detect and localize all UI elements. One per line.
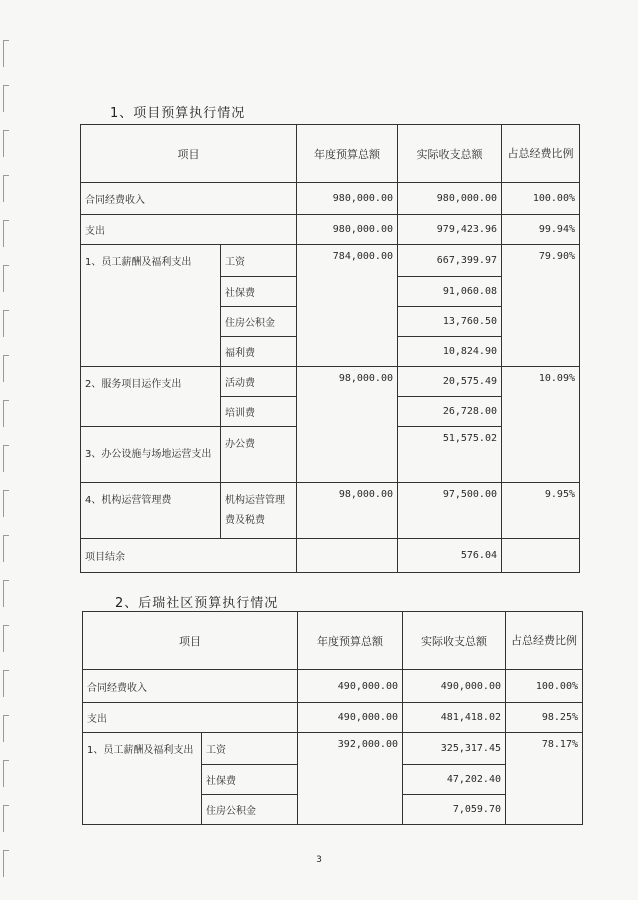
income-label: 合同经费收入 bbox=[81, 183, 297, 215]
header-ratio: 占总经费比例 bbox=[506, 612, 583, 670]
income-budget: 980,000.00 bbox=[297, 183, 398, 215]
binding-mark bbox=[3, 85, 9, 112]
income-budget: 490,000.00 bbox=[298, 670, 403, 703]
group1-item-label: 工资 bbox=[221, 245, 297, 277]
section2-title: 2、后瑞社区预算执行情况 bbox=[115, 596, 279, 611]
income-ratio: 100.00% bbox=[502, 183, 580, 215]
group1-ratio: 79.90% bbox=[502, 245, 580, 367]
binding-mark bbox=[3, 355, 9, 382]
header-budget: 年度预算总额 bbox=[297, 125, 398, 183]
group2-ratio: 10.09% bbox=[502, 367, 580, 483]
group1-label: 1、员工薪酬及福利支出 bbox=[83, 733, 202, 825]
group1-item-actual: 91,060.08 bbox=[398, 277, 502, 307]
header-actual: 实际收支总额 bbox=[403, 612, 506, 670]
group1-item-actual: 47,202.40 bbox=[403, 765, 506, 795]
group1-item-label: 社保费 bbox=[202, 765, 298, 795]
income-label: 合同经费收入 bbox=[83, 670, 298, 703]
table-header-row bbox=[83, 612, 583, 670]
balance-label: 项目结余 bbox=[81, 539, 297, 573]
group1-item-label: 住房公积金 bbox=[202, 795, 298, 825]
table-row bbox=[81, 245, 580, 277]
group3-item-actual: 51,575.02 bbox=[398, 427, 502, 483]
binding-mark bbox=[3, 130, 9, 157]
group1-ratio: 78.17% bbox=[506, 733, 583, 825]
binding-margin-marks bbox=[0, 0, 14, 900]
group1-item-actual: 667,399.97 bbox=[398, 245, 502, 277]
header-budget: 年度预算总额 bbox=[298, 612, 403, 670]
group1-item-actual: 10,824.90 bbox=[398, 337, 502, 367]
group3-label: 3、办公设施与场地运营支出 bbox=[81, 427, 221, 483]
binding-mark bbox=[3, 580, 9, 607]
group4-item-actual: 97,500.00 bbox=[398, 483, 502, 539]
group1-item-actual: 13,760.50 bbox=[398, 307, 502, 337]
group2-item-label: 培训费 bbox=[221, 397, 297, 427]
income-ratio: 100.00% bbox=[506, 670, 583, 703]
section1-budget-table bbox=[80, 124, 580, 573]
binding-mark bbox=[3, 490, 9, 517]
binding-mark bbox=[3, 535, 9, 562]
binding-mark bbox=[3, 760, 9, 787]
header-item: 项目 bbox=[83, 612, 298, 670]
income-actual: 490,000.00 bbox=[403, 670, 506, 703]
expense-budget: 490,000.00 bbox=[298, 703, 403, 733]
group1-budget: 392,000.00 bbox=[298, 733, 403, 825]
binding-mark bbox=[3, 265, 9, 292]
group1-budget: 784,000.00 bbox=[297, 245, 398, 367]
header-ratio: 占总经费比例 bbox=[502, 125, 580, 183]
group2-item-actual: 26,728.00 bbox=[398, 397, 502, 427]
header-item: 项目 bbox=[81, 125, 297, 183]
binding-mark bbox=[3, 220, 9, 247]
balance-actual: 576.04 bbox=[398, 539, 502, 573]
group1-item-label: 住房公积金 bbox=[221, 307, 297, 337]
expense-actual: 979,423.96 bbox=[398, 215, 502, 245]
binding-mark bbox=[3, 400, 9, 427]
group4-label: 4、机构运营管理费 bbox=[81, 483, 221, 539]
group1-item-label: 工资 bbox=[202, 733, 298, 765]
table-row bbox=[81, 539, 580, 573]
group2-label: 2、服务项目运作支出 bbox=[81, 367, 221, 427]
table-header-row bbox=[81, 125, 580, 183]
table-row bbox=[83, 733, 583, 765]
binding-mark bbox=[3, 850, 9, 877]
table-row bbox=[83, 703, 583, 733]
expense-actual: 481,418.02 bbox=[403, 703, 506, 733]
table-row bbox=[81, 183, 580, 215]
table-row bbox=[83, 670, 583, 703]
section1-title: 1、项目预算执行情况 bbox=[110, 106, 246, 121]
header-actual: 实际收支总额 bbox=[398, 125, 502, 183]
table-row bbox=[81, 483, 580, 539]
group1-item-actual: 7,059.70 bbox=[403, 795, 506, 825]
binding-mark bbox=[3, 310, 9, 337]
group2-budget: 98,000.00 bbox=[297, 367, 398, 483]
balance-ratio-empty bbox=[502, 539, 580, 573]
table-row bbox=[81, 215, 580, 245]
group1-label: 1、员工薪酬及福利支出 bbox=[81, 245, 221, 367]
group4-ratio: 9.95% bbox=[502, 483, 580, 539]
group1-item-actual: 325,317.45 bbox=[403, 733, 506, 765]
expense-budget: 980,000.00 bbox=[297, 215, 398, 245]
group4-item-label: 机构运营管理费及税费 bbox=[221, 483, 297, 539]
group1-item-label: 社保费 bbox=[221, 277, 297, 307]
balance-budget-empty bbox=[297, 539, 398, 573]
expense-ratio: 99.94% bbox=[502, 215, 580, 245]
page-number: 3 bbox=[316, 855, 322, 865]
group2-item-actual: 20,575.49 bbox=[398, 367, 502, 397]
binding-mark bbox=[3, 715, 9, 742]
expense-label: 支出 bbox=[83, 703, 298, 733]
binding-mark bbox=[3, 805, 9, 832]
binding-mark bbox=[3, 625, 9, 652]
binding-mark bbox=[3, 40, 9, 67]
binding-mark bbox=[3, 175, 9, 202]
binding-mark bbox=[3, 445, 9, 472]
income-actual: 980,000.00 bbox=[398, 183, 502, 215]
expense-label: 支出 bbox=[81, 215, 297, 245]
group1-item-label: 福利费 bbox=[221, 337, 297, 367]
table-row bbox=[81, 367, 580, 397]
group2-item-label: 活动费 bbox=[221, 367, 297, 397]
group4-budget: 98,000.00 bbox=[297, 483, 398, 539]
group3-item-label: 办公费 bbox=[221, 427, 297, 483]
section2-budget-table bbox=[82, 611, 583, 825]
binding-mark bbox=[3, 670, 9, 697]
expense-ratio: 98.25% bbox=[506, 703, 583, 733]
